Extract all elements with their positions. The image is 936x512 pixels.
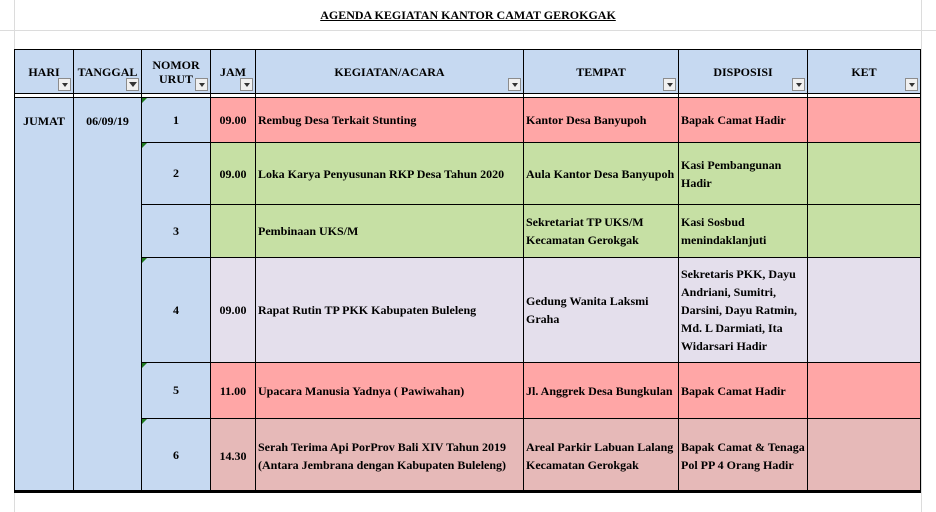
table-row [15,419,921,493]
header-nomor-label-2: URUT [158,71,193,86]
comment-indicator-icon [142,363,147,368]
cell-jam[interactable]: 09.00 [211,258,256,363]
nomor-value: 5 [173,383,179,397]
cell-jam[interactable]: 14.30 [211,419,256,493]
cell-disposisi[interactable]: Bapak Camat Hadir [679,363,808,419]
chevron-down-icon [909,83,915,87]
comment-indicator-icon [142,143,147,148]
cell-tempat[interactable]: Kantor Desa Banyupoh [524,98,679,143]
chevron-down-icon [62,83,68,87]
filter-funnel-icon [129,82,137,87]
cell-disposisi[interactable]: Bapak Camat & Tenaga Pol PP 4 Orang Hadir [679,419,808,493]
cell-ket[interactable] [808,419,921,493]
filter-dropdown-ket[interactable] [905,78,918,91]
filter-dropdown-tanggal[interactable] [126,78,139,91]
cell-tempat[interactable]: Areal Parkir Labuan Lalang Kecamatan Gerokgak [524,419,679,493]
table-row [15,98,921,143]
cell-kegiatan[interactable]: Rembug Desa Terkait Stunting [256,98,524,143]
cell-tanggal[interactable]: 06/09/19 [74,98,142,493]
filter-dropdown-tempat[interactable] [663,78,676,91]
cell-jam[interactable] [211,205,256,258]
header-kegiatan-label: KEGIATAN/ACARA [334,64,445,79]
cell-kegiatan[interactable]: Serah Terima Api PorProv Bali XIV Tahun 2019 (Antara Jembrana dengan Kabupaten Buleleng) [256,419,524,493]
cell-nomor[interactable] [142,363,211,419]
page-title: AGENDA KEGIATAN KANTOR CAMAT GEROKGAK [320,8,616,22]
nomor-value: 1 [173,112,179,127]
cell-kegiatan[interactable]: Upacara Manusia Yadnya ( Pawiwahan) [256,363,524,419]
cell-disposisi[interactable]: Sekretaris PKK, Dayu Andriani, Sumitri, Darsini, Dayu Ratmin, Md. L Darmiati, Ita Widarsari Hadir [679,258,808,363]
cell-kegiatan[interactable]: Pembinaan UKS/M [256,205,524,258]
cell-kegiatan[interactable]: Rapat Rutin TP PKK Kabupaten Buleleng [256,258,524,363]
cell-ket[interactable] [808,143,921,205]
filter-dropdown-jam[interactable] [240,78,253,91]
header-hari [15,50,74,94]
cell-nomor[interactable] [142,419,211,493]
header-disposisi [679,50,808,94]
chevron-down-icon [667,83,673,87]
gridline [921,0,922,512]
table-row [15,205,921,258]
header-hari-label: HARI [28,64,60,79]
header-row [15,50,921,94]
header-ket-label: KET [851,64,877,79]
filter-dropdown-disposisi[interactable] [792,78,805,91]
cell-tempat[interactable]: Aula Kantor Desa Banyupoh [524,143,679,205]
header-tanggal [74,50,142,94]
table-bottom-border [14,490,920,492]
cell-ket[interactable] [808,205,921,258]
cell-ket[interactable] [808,98,921,143]
header-jam-label: JAM [220,64,246,79]
chevron-down-icon [512,83,518,87]
nomor-value: 4 [173,302,179,317]
table-row [15,363,921,419]
cell-nomor[interactable] [142,98,211,143]
comment-indicator-icon [142,258,147,263]
filter-dropdown-kegiatan[interactable] [508,78,521,91]
cell-disposisi[interactable]: Bapak Camat Hadir [679,98,808,143]
header-nomor-label-1: NOMOR [152,57,200,72]
filter-dropdown-nomor[interactable] [195,78,208,91]
cell-nomor[interactable] [142,205,211,258]
cell-tempat[interactable]: Gedung Wanita Laksmi Graha [524,258,679,363]
header-tempat-label: TEMPAT [576,64,626,79]
cell-jam[interactable]: 09.00 [211,143,256,205]
header-disposisi-label: DISPOSISI [713,64,773,79]
filter-dropdown-hari[interactable] [58,78,71,91]
comment-indicator-icon [142,419,147,424]
chevron-down-icon [244,83,250,87]
cell-jam[interactable]: 09.00 [211,98,256,143]
header-tanggal-label: TANGGAL [77,64,138,79]
cell-ket[interactable] [808,363,921,419]
cell-kegiatan[interactable]: Loka Karya Penyusunan RKP Desa Tahun 2020 [256,143,524,205]
table-row [15,143,921,205]
gridline [0,30,936,31]
nomor-value: 2 [173,166,179,180]
chevron-down-icon [199,83,205,87]
cell-nomor[interactable] [142,258,211,363]
nomor-value: 6 [173,448,179,462]
header-tempat [524,50,679,94]
header-ket [808,50,921,94]
cell-tempat[interactable]: Jl. Anggrek Desa Bungkulan [524,363,679,419]
header-jam [211,50,256,94]
cell-ket[interactable] [808,258,921,363]
nomor-value: 3 [173,223,179,238]
cell-tempat[interactable]: Sekretariat TP UKS/M Kecamatan Gerokgak [524,205,679,258]
header-kegiatan [256,50,524,94]
cell-disposisi[interactable]: Kasi Sosbud menindaklanjuti [679,205,808,258]
table-row [15,258,921,363]
cell-nomor[interactable] [142,143,211,205]
chevron-down-icon [796,83,802,87]
cell-hari[interactable]: JUMAT [15,98,74,493]
comment-indicator-icon [142,98,147,103]
header-nomor [142,50,211,94]
cell-disposisi[interactable]: Kasi Pembangunan Hadir [679,143,808,205]
agenda-table [14,49,921,493]
cell-jam[interactable]: 11.00 [211,363,256,419]
